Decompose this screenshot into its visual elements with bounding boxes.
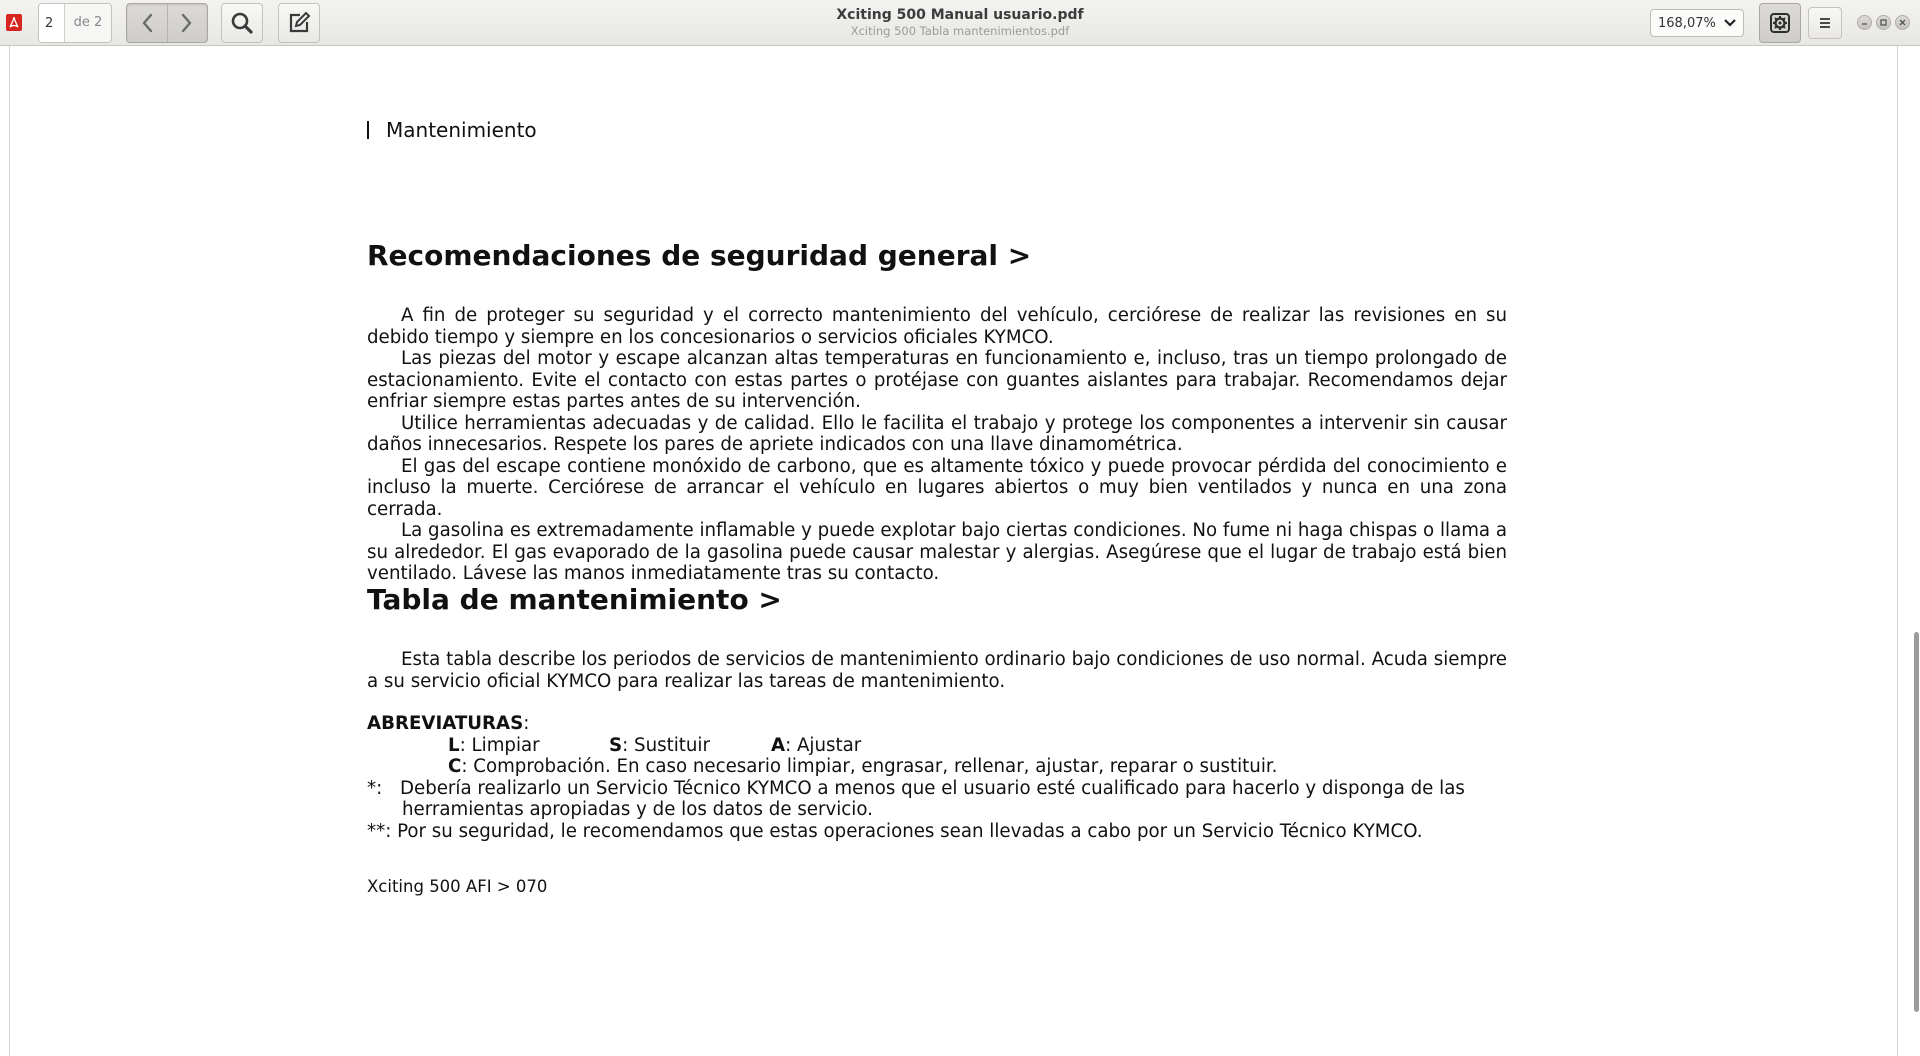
chevron-right-icon bbox=[181, 13, 193, 33]
maximize-icon bbox=[1880, 19, 1887, 26]
paragraph: Utilice herramientas adecuadas y de calidad. Ello le facilita el trabajo y protege los componentes a intervenir sin causar daños innecesarios. Respete los pares de apriete indicados con una llave dinamométrica. bbox=[367, 412, 1507, 455]
minimize-icon bbox=[1861, 19, 1868, 26]
page-navigator bbox=[38, 3, 112, 43]
page-border-left bbox=[9, 46, 10, 1056]
toolbar bbox=[0, 0, 1920, 46]
safety-paragraphs bbox=[367, 305, 1507, 585]
pdf-app-icon bbox=[6, 14, 22, 31]
abbreviation-row-lsa bbox=[367, 735, 1507, 757]
footnote-star2-row bbox=[367, 821, 1507, 843]
heading-safety-recommendations: Recomendaciones de seguridad general > bbox=[367, 239, 1032, 272]
abbreviations-block bbox=[367, 713, 1507, 842]
page-total-label: de 2 bbox=[73, 15, 103, 30]
heading-maintenance-table: Tabla de mantenimiento > bbox=[367, 583, 782, 616]
paragraph: Esta tabla describe los periodos de servicios de mantenimiento ordinario bajo condiciones de uso normal. Acuda siempre a su servicio oficial KYMCO para realizar las tareas de mantenimiento. bbox=[367, 649, 1507, 692]
window-subtitle: Xciting 500 Tabla mantenimientos.pdf bbox=[850, 24, 1070, 38]
section-label bbox=[367, 118, 537, 142]
abbreviation-row-c bbox=[367, 756, 1507, 778]
close-icon bbox=[1899, 19, 1906, 26]
table-intro-paragraph bbox=[367, 649, 1507, 692]
menu-button[interactable] bbox=[1808, 7, 1842, 39]
vertical-scrollbar[interactable] bbox=[1914, 632, 1919, 1012]
next-page-button[interactable] bbox=[167, 4, 207, 42]
page-footer: Xciting 500 AFI > 070 bbox=[367, 877, 548, 896]
chevron-down-icon bbox=[1724, 18, 1736, 28]
gear-icon bbox=[1769, 12, 1791, 34]
abbreviations-title-row: ABREVIATURAS: bbox=[367, 713, 530, 734]
paragraph: Las piezas del motor y escape alcanzan altas temperaturas en funcionamiento e, incluso, tras un tiempo prolongado de estacionamiento. Evite el contacto con estas partes o protéjase con guantes aislantes para trabajar. Recomendamos dejar enfriar siempre estas partes antes de su intervención. bbox=[367, 348, 1507, 412]
abbreviations-title: ABREVIATURAS bbox=[367, 713, 524, 734]
footnote-star2: **: Por su seguridad, le recomendamos que estas operaciones sean llevadas a cabo por un Servicio Técnico KYMCO. bbox=[367, 820, 1423, 842]
section-label-text: Mantenimiento bbox=[386, 118, 537, 142]
zoom-dropdown[interactable] bbox=[1650, 9, 1744, 37]
zoom-value: 168,07% bbox=[1658, 15, 1716, 31]
window-title: Xciting 500 Manual usuario.pdf bbox=[836, 7, 1084, 23]
footnote-star1-key: *: bbox=[367, 777, 383, 799]
page-number-input[interactable] bbox=[39, 4, 65, 42]
settings-button[interactable] bbox=[1759, 3, 1801, 43]
paragraph: A fin de proteger su seguridad y el correcto mantenimiento del vehículo, cerciórese de realizar las revisiones en su debido tiempo y siempre en los concesionarios o servicios oficiales KYMCO. bbox=[367, 305, 1507, 348]
hamburger-menu-icon bbox=[1818, 17, 1832, 29]
footnote-star1-text: Debería realizarlo un Servicio Técnico KYMCO a menos que el usuario esté cualificado para hacerlo y disponga de las bbox=[400, 777, 1465, 799]
footnote-star1-row2 bbox=[367, 799, 1507, 821]
page-nav-buttons bbox=[126, 3, 208, 43]
paragraph: La gasolina es extremadamente inflamable y puede explotar bajo ciertas condiciones. No fume ni haga chispas o llama a su alrededor. El gas evaporado de la gasolina puede causar malestar y alergias. Asegúrese que el lugar de trabajo está bien ventilado. Lávese las manos inmediatamente tras su contacto. bbox=[367, 520, 1507, 584]
abbreviation-s: S: Sustituir bbox=[609, 734, 710, 756]
minimize-window-button[interactable] bbox=[1857, 15, 1872, 30]
section-bar bbox=[367, 121, 369, 139]
footnote-star1-row1 bbox=[367, 778, 1507, 800]
window-title-block bbox=[760, 6, 1160, 38]
footnote-star1-text-cont: herramientas apropiadas y de los datos de servicio. bbox=[402, 799, 873, 820]
close-window-button[interactable] bbox=[1895, 15, 1910, 30]
annotate-button[interactable] bbox=[278, 3, 320, 43]
abbreviation-l: L: Limpiar bbox=[448, 734, 540, 756]
search-button[interactable] bbox=[221, 3, 263, 43]
page-border-right bbox=[1897, 46, 1898, 1056]
chevron-left-icon bbox=[141, 13, 153, 33]
abbreviation-c: C: Comprobación. En caso necesario limpiar, engrasar, rellenar, ajustar, reparar o sustituir. bbox=[448, 756, 1278, 777]
maximize-window-button[interactable] bbox=[1876, 15, 1891, 30]
search-icon bbox=[230, 11, 254, 35]
paragraph: El gas del escape contiene monóxido de carbono, que es altamente tóxico y puede provocar pérdida del conocimiento e incluso la muerte. Cerciórese de arrancar el vehículo en lugares abiertos o muy bien ventilados y nunca en una zona cerrada. bbox=[367, 455, 1507, 520]
previous-page-button[interactable] bbox=[127, 4, 168, 42]
abbreviation-a: A: Ajustar bbox=[771, 734, 862, 756]
edit-icon bbox=[287, 11, 311, 35]
